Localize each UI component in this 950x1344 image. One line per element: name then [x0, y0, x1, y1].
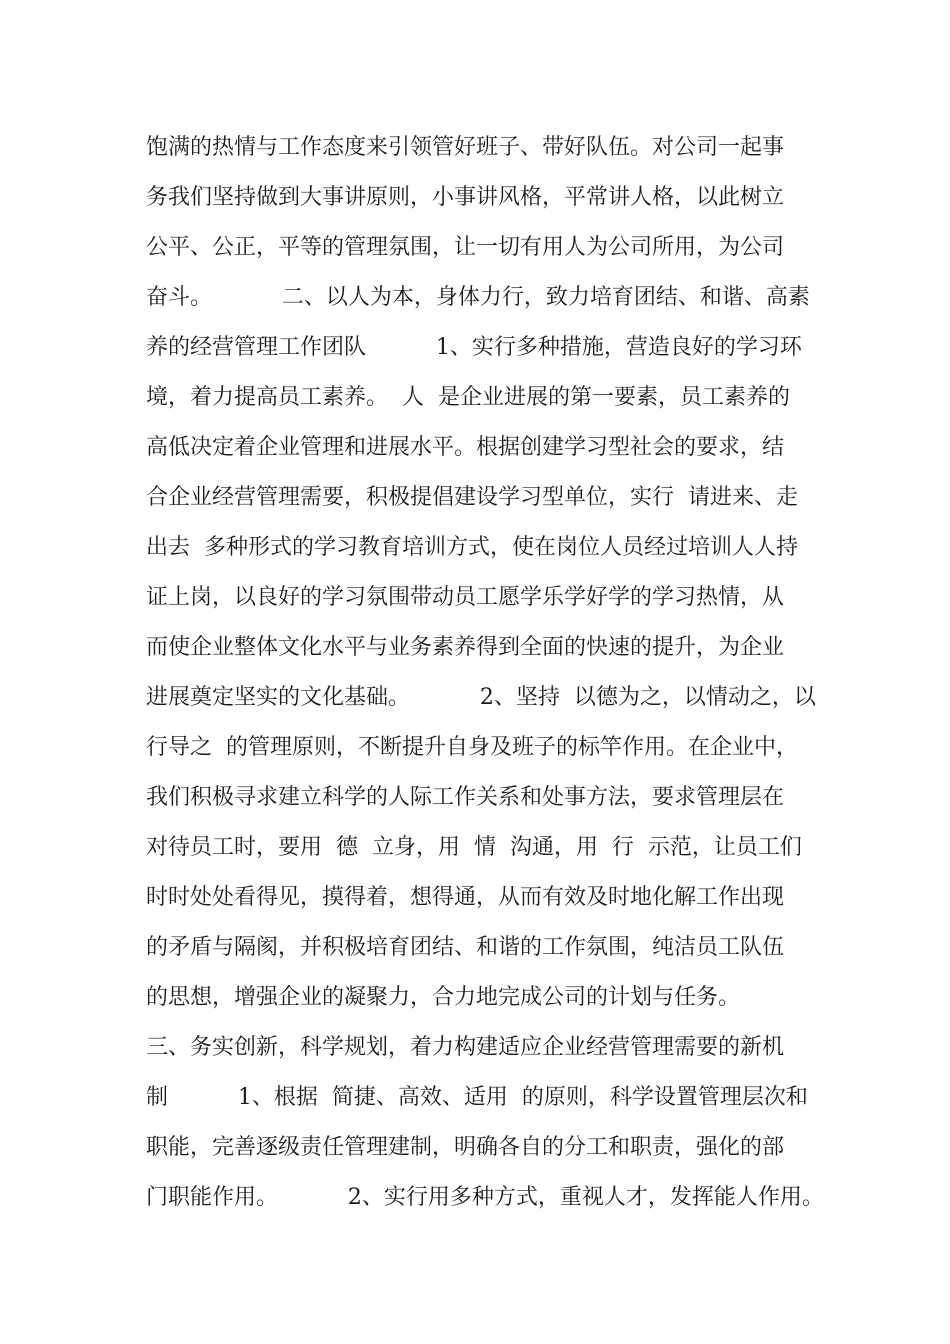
text-line: 合企业经营管理需要，积极提倡建设学习型单位，实行 请进来、走: [146, 485, 798, 510]
text-line: 而使企业整体文化水平与业务素养得到全面的快速的提升，为企业: [146, 635, 785, 660]
text-line: 行导之 的管理原则，不断提升自身及班子的标竿作用。在企业中，: [146, 735, 798, 760]
text-line: 我们积极寻求建立科学的人际工作关系和处事方法，要求管理层在: [146, 785, 785, 810]
text-line: 门职能作用。 2、实行用多种方式，重视人才，发挥能人作用。: [146, 1185, 824, 1210]
text-line: 的矛盾与隔阂，并积极培育团结、和谐的工作氛围，纯洁员工队伍: [146, 935, 785, 960]
text-line: 的思想，增强企业的凝聚力，合力地完成公司的计划与任务。: [146, 985, 741, 1010]
text-line: 养的经营管理工作团队 1、实行多种措施，营造良好的学习环: [146, 335, 802, 360]
text-line: 饱满的热情与工作态度来引领管好班子、带好队伍。对公司一起事: [146, 135, 785, 160]
body-text: [146, 128, 826, 1228]
text-line: 职能，完善逐级责任管理建制，明确各自的分工和职责，强化的部: [146, 1135, 785, 1160]
text-line: 制 1、根据 简捷、高效、适用 的原则，科学设置管理层次和: [146, 1085, 808, 1110]
text-line: 出去 多种形式的学习教育培训方式，使在岗位人员经过培训人人持: [146, 535, 798, 560]
text-line: 务我们坚持做到大事讲原则，小事讲风格，平常讲人格，以此树立: [146, 185, 785, 210]
text-line: 公平、公正，平等的管理氛围，让一切有用人为公司所用，为公司: [146, 235, 785, 260]
text-line: 境，着力提高员工素养。 人 是企业进展的第一要素，员工素养的: [146, 385, 790, 410]
text-line: 奋斗。 二、以人为本，身体力行，致力培育团结、和谐、高素: [146, 285, 810, 310]
text-line: 高低决定着企业管理和进展水平。根据创建学习型社会的要求，结: [146, 435, 785, 460]
text-line: 对待员工时，要用 德 立身，用 情 沟通，用 行 示范，让员工们: [146, 835, 802, 860]
text-line: 三、务实创新，科学规划，着力构建适应企业经营管理需要的新机: [146, 1035, 785, 1060]
text-line: 时时处处看得见，摸得着，想得通，从而有效及时地化解工作出现: [146, 885, 785, 910]
text-line: 进展奠定坚实的文化基础。 2、坚持 以德为之，以情动之，以: [146, 685, 816, 710]
text-line: 证上岗，以良好的学习氛围带动员工愿学乐学好学的学习热情，从: [146, 585, 785, 610]
